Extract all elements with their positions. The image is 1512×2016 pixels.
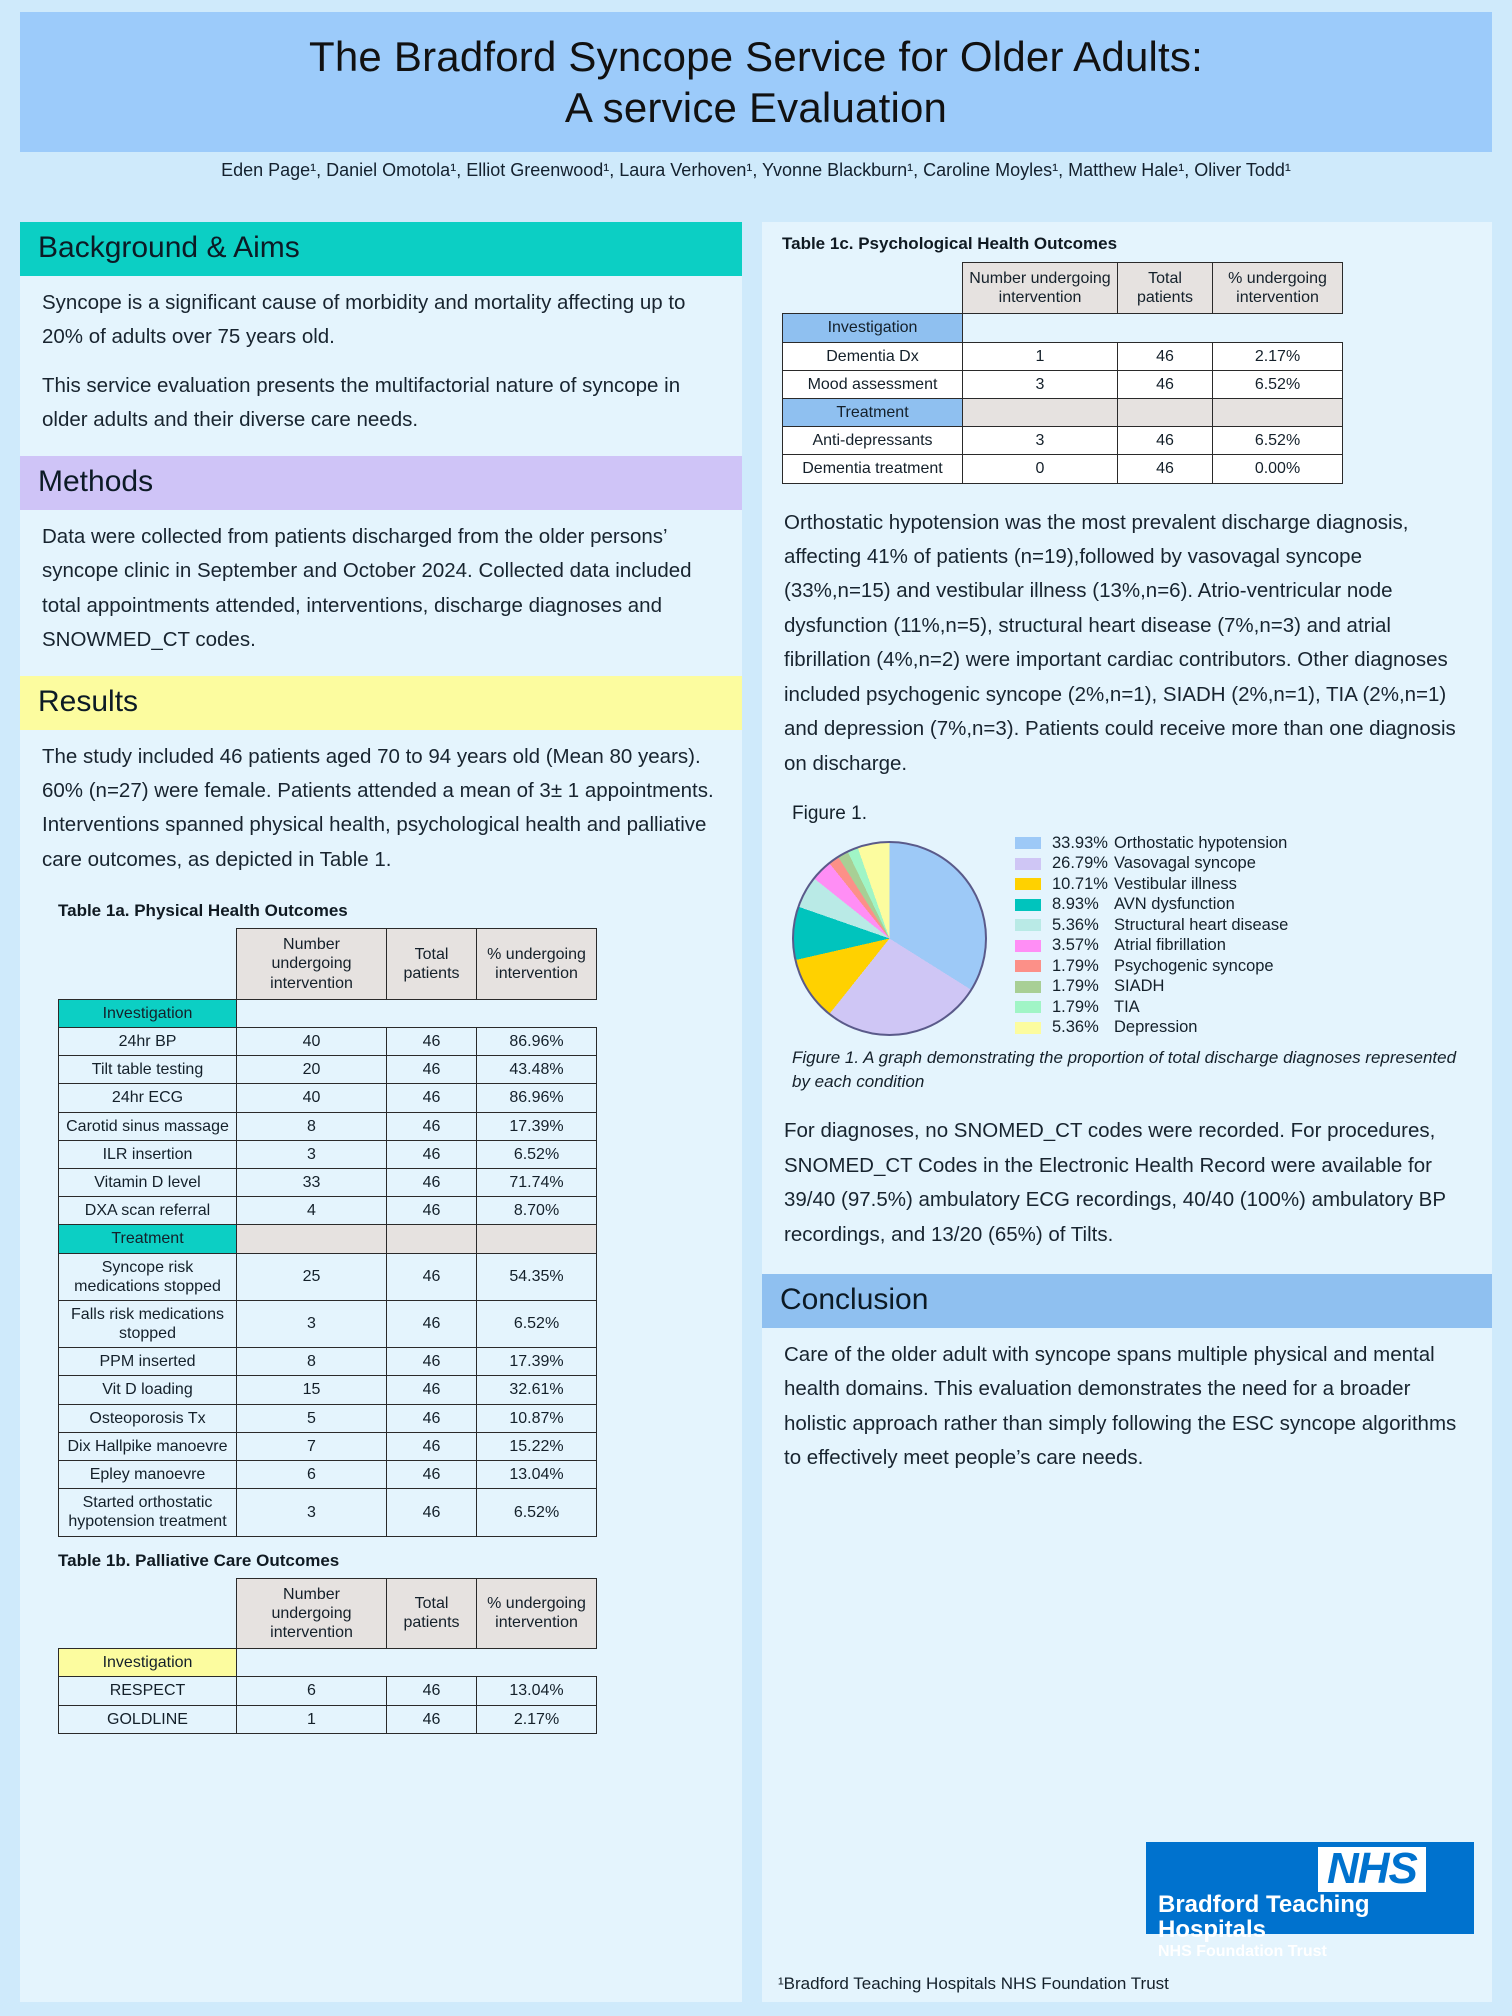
spacer-cell: [1118, 314, 1213, 342]
cell-pct: 86.96%: [477, 1084, 597, 1112]
table-1b-header-total: Total patients: [387, 1578, 477, 1649]
table-1b: [58, 1578, 597, 1734]
conclusion-body: [762, 1328, 1492, 1494]
cell-name: Dix Hallpike manoevre: [59, 1432, 237, 1460]
author-list: Eden Page¹, Daniel Omotola¹, Elliot Greenwood¹, Laura Verhoven¹, Yvonne Blackburn¹, Caroline Moyles¹, Matthew Hale¹, Oliver Todd¹: [221, 160, 1291, 180]
table-row: [783, 427, 1343, 455]
cell-n: 1: [237, 1705, 387, 1733]
table-1a-treatment-label-row: [59, 1225, 597, 1253]
table-1b-corner: [59, 1578, 237, 1649]
pie-chart-legend: [1015, 833, 1288, 1038]
spacer-cell: [237, 1649, 387, 1677]
table-1a-head: [59, 929, 597, 1000]
left-column: [20, 222, 742, 2002]
table-1a-header-total: Total patients: [387, 929, 477, 1000]
table-row: [59, 1376, 597, 1404]
legend-label: SIADH: [1114, 977, 1165, 996]
table-1a-header-row: [59, 929, 597, 1000]
cell-name: Epley manoevre: [59, 1461, 237, 1489]
cell-name: ILR insertion: [59, 1140, 237, 1168]
table-1b-caption: Table 1b. Palliative Care Outcomes: [58, 1550, 340, 1570]
cell-name: Dementia treatment: [783, 455, 963, 483]
table-1c-investigation-label-row: [783, 314, 1343, 342]
table-1b-investigation-label: Investigation: [59, 1649, 237, 1677]
cell-pct: 6.52%: [1213, 427, 1343, 455]
cell-pct: 17.39%: [477, 1112, 597, 1140]
table-1a: [58, 928, 597, 1536]
table-row: [59, 1056, 597, 1084]
cell-total: 46: [387, 1489, 477, 1536]
table-1c: [782, 262, 1343, 484]
cell-total: 46: [387, 1028, 477, 1056]
table-1c-treatment-label: Treatment: [783, 398, 963, 426]
cell-total: 46: [387, 1112, 477, 1140]
cell-n: 5: [237, 1404, 387, 1432]
legend-value: 3.57%: [1052, 936, 1099, 955]
poster-title-line1: The Bradford Syncope Service for Older Adults:: [309, 32, 1203, 80]
cell-name: Mood assessment: [783, 370, 963, 398]
cell-name: 24hr BP: [59, 1028, 237, 1056]
cell-name: Syncope risk medications stopped: [59, 1253, 237, 1300]
cell-pct: 15.22%: [477, 1432, 597, 1460]
cell-n: 25: [237, 1253, 387, 1300]
table-row: [59, 1253, 597, 1300]
cell-n: 0: [963, 455, 1118, 483]
cell-pct: 10.87%: [477, 1404, 597, 1432]
cell-n: 3: [237, 1489, 387, 1536]
diagnoses-paragraph: Orthostatic hypotension was the most prevalent discharge diagnosis, affecting 41% of patients (n=19),followed by vasovagal syncope (33%,n=15) and vestibular illness (13%,n=6). Atrio-ventricular node dysfunction (11%,n=5), structural heart disease (7%,n=3) and atrial fibrillation (4%,n=2) were important cardiac contributors. Other diagnoses included psychogenic syncope (2%,n=1), SIADH (2%,n=1), TIA (2%,n=1) and depression (7%,n=3). Patients could receive more than one diagnosis on discharge.: [784, 510, 1456, 775]
legend-item: [1015, 997, 1288, 1018]
legend-value: 1.79%: [1052, 997, 1099, 1016]
blank-cell: [387, 1225, 477, 1253]
table-1b-header-row: [59, 1578, 597, 1649]
table-1c-header-number: Number undergoing intervention: [963, 263, 1118, 314]
cell-total: 46: [387, 1376, 477, 1404]
cell-total: 46: [387, 1348, 477, 1376]
cell-total: 46: [387, 1705, 477, 1733]
table-row: [783, 455, 1343, 483]
spacer-cell: [477, 1649, 597, 1677]
spacer-cell: [237, 999, 387, 1027]
legend-label: Vestibular illness: [1114, 874, 1237, 893]
legend-item: [1015, 936, 1288, 957]
cell-n: 20: [237, 1056, 387, 1084]
legend-item: [1015, 854, 1288, 875]
legend-label: Atrial fibrillation: [1114, 936, 1226, 955]
table-row: [59, 1140, 597, 1168]
legend-label: TIA: [1114, 997, 1140, 1016]
table-row: [59, 1112, 597, 1140]
cell-pct: 6.52%: [477, 1140, 597, 1168]
cell-name: Dementia Dx: [783, 342, 963, 370]
legend-value: 10.71%: [1052, 874, 1108, 893]
legend-item: [1015, 833, 1288, 854]
cell-n: 40: [237, 1028, 387, 1056]
cell-pct: 13.04%: [477, 1461, 597, 1489]
table-1c-corner: [783, 263, 963, 314]
cell-pct: 2.17%: [477, 1705, 597, 1733]
cell-n: 7: [237, 1432, 387, 1460]
spacer-cell: [387, 999, 477, 1027]
cell-total: 46: [1118, 427, 1213, 455]
nhs-logo: [1146, 1842, 1474, 1961]
cell-pct: 2.17%: [1213, 342, 1343, 370]
cell-pct: 13.04%: [477, 1677, 597, 1705]
section-header-background: Background & Aims: [20, 222, 742, 276]
table-1c-treatment-label-row: [783, 398, 1343, 426]
table-1b-header-pct: % undergoing intervention: [477, 1578, 597, 1649]
blank-cell: [477, 1225, 597, 1253]
cell-n: 15: [237, 1376, 387, 1404]
figure-label: Figure 1.: [792, 803, 867, 824]
legend-label: Structural heart disease: [1114, 915, 1289, 934]
section-header-conclusion: Conclusion: [762, 1274, 1492, 1328]
cell-name: Tilt table testing: [59, 1056, 237, 1084]
blank-cell: [237, 1225, 387, 1253]
spacer-cell: [963, 314, 1118, 342]
figure-1-caption: Figure 1. A graph demonstrating the proportion of total discharge diagnoses represented by each condition: [792, 1048, 1457, 1092]
cell-pct: 71.74%: [477, 1168, 597, 1196]
cell-n: 6: [237, 1677, 387, 1705]
legend-item: [1015, 977, 1288, 998]
legend-swatch-icon: [1015, 1022, 1041, 1034]
table-row: [59, 1432, 597, 1460]
cell-total: 46: [387, 1253, 477, 1300]
legend-value: 1.79%: [1052, 956, 1099, 975]
table-1c-caption: Table 1c. Psychological Health Outcomes: [782, 234, 1118, 253]
table-row: [783, 342, 1343, 370]
cell-total: 46: [1118, 342, 1213, 370]
cell-total: 46: [1118, 455, 1213, 483]
legend-value: 26.79%: [1052, 854, 1108, 873]
cell-name: Falls risk medications stopped: [59, 1300, 237, 1347]
background-paragraph-1: Syncope is a significant cause of morbidity and mortality affecting up to 20% of adults over 75 years old.: [42, 291, 686, 349]
legend-value: 5.36%: [1052, 1018, 1099, 1037]
cell-n: 4: [237, 1197, 387, 1225]
table-row: [59, 1168, 597, 1196]
table-1c-head: [783, 263, 1343, 314]
cell-pct: 32.61%: [477, 1376, 597, 1404]
legend-swatch-icon: [1015, 837, 1041, 849]
cell-total: 46: [387, 1677, 477, 1705]
legend-swatch-icon: [1015, 960, 1041, 972]
table-1a-header-number: Number undergoing intervention: [237, 929, 387, 1000]
legend-swatch-icon: [1015, 981, 1041, 993]
table-1a-caption: Table 1a. Physical Health Outcomes: [58, 901, 348, 921]
background-paragraph-2: This service evaluation presents the multifactorial nature of syncope in older adults and their diverse care needs.: [42, 373, 681, 432]
table-1b-head: [59, 1578, 597, 1649]
table-row: [59, 1489, 597, 1536]
nhs-trust-subtitle: NHS Foundation Trust: [1158, 1943, 1327, 1961]
cell-total: 46: [387, 1168, 477, 1196]
pie-chart: [792, 841, 987, 1036]
results-body: [20, 730, 742, 896]
table-row: [59, 1461, 597, 1489]
table-1a-header-pct: % undergoing intervention: [477, 929, 597, 1000]
cell-pct: 8.70%: [477, 1197, 597, 1225]
affiliation-footnote: ¹Bradford Teaching Hospitals NHS Foundation Trust: [778, 1974, 1169, 1993]
legend-swatch-icon: [1015, 899, 1041, 911]
cell-name: Osteoporosis Tx: [59, 1404, 237, 1432]
right-column: [762, 222, 1492, 2002]
table-1b-header-number: Number undergoing intervention: [237, 1578, 387, 1649]
table-row: [59, 1677, 597, 1705]
cell-total: 46: [387, 1197, 477, 1225]
legend-label: Orthostatic hypotension: [1114, 833, 1288, 852]
table-1b-body: [59, 1649, 597, 1734]
cell-total: 46: [387, 1084, 477, 1112]
cell-name: DXA scan referral: [59, 1197, 237, 1225]
conclusion-paragraph: Care of the older adult with syncope spans multiple physical and mental health domains. This evaluation demonstrates the need for a broader holistic approach rather than simply following the ESC syncope algorithms to effectively meet people’s care needs.: [784, 1343, 1457, 1470]
table-1b-investigation-label-row: [59, 1649, 597, 1677]
table-1a-investigation-label: Investigation: [59, 999, 237, 1027]
table-1c-header-pct: % undergoing intervention: [1213, 263, 1343, 314]
table-row: [59, 1028, 597, 1056]
title-banner: [20, 12, 1492, 152]
cell-pct: 6.52%: [1213, 370, 1343, 398]
table-1a-treatment-label: Treatment: [59, 1225, 237, 1253]
legend-swatch-icon: [1015, 940, 1041, 952]
legend-label: Depression: [1114, 1018, 1198, 1037]
table-1c-investigation-label: Investigation: [783, 314, 963, 342]
cell-name: GOLDLINE: [59, 1705, 237, 1733]
table-1c-header-total: Total patients: [1118, 263, 1213, 314]
table-row: [59, 1300, 597, 1347]
cell-name: Vit D loading: [59, 1376, 237, 1404]
legend-value: 5.36%: [1052, 915, 1099, 934]
legend-value: 8.93%: [1052, 895, 1099, 914]
methods-body: [20, 510, 742, 676]
legend-item: [1015, 1018, 1288, 1039]
legend-label: Vasovagal syncope: [1114, 854, 1256, 873]
cell-n: 6: [237, 1461, 387, 1489]
nhs-wordmark: NHS: [1318, 1847, 1426, 1892]
cell-name: 24hr ECG: [59, 1084, 237, 1112]
legend-swatch-icon: [1015, 878, 1041, 890]
cell-name: RESPECT: [59, 1677, 237, 1705]
table-1c-header-row: [783, 263, 1343, 314]
legend-swatch-icon: [1015, 1001, 1041, 1013]
section-header-methods: Methods: [20, 456, 742, 510]
blank-cell: [1213, 398, 1343, 426]
results-paragraph-1: The study included 46 patients aged 70 to 94 years old (Mean 80 years). 60% (n=27) were female. Patients attended a mean of 3± 1 appointments. Interventions spanned physical health, psychological health and palliative care outcomes, as depicted in Table 1.: [42, 744, 714, 871]
methods-paragraph-1: Data were collected from patients discharged from the older persons’ syncope clinic in September and October 2024. Collected data included total appointments attended, interventions, discharge diagnoses and SNOWMED_CT codes.: [42, 524, 692, 652]
cell-name: Carotid sinus massage: [59, 1112, 237, 1140]
table-row: [59, 1705, 597, 1733]
cell-name: Vitamin D level: [59, 1168, 237, 1196]
cell-pct: 17.39%: [477, 1348, 597, 1376]
cell-n: 3: [963, 370, 1118, 398]
figure-1-wrapper: [762, 827, 1492, 1038]
cell-name: PPM inserted: [59, 1348, 237, 1376]
table-1c-body: [783, 314, 1343, 483]
snomed-body: [762, 1094, 1492, 1270]
legend-item: [1015, 956, 1288, 977]
cell-total: 46: [1118, 370, 1213, 398]
legend-item: [1015, 895, 1288, 916]
cell-n: 8: [237, 1112, 387, 1140]
spacer-cell: [387, 1649, 477, 1677]
cell-pct: 54.35%: [477, 1253, 597, 1300]
cell-total: 46: [387, 1461, 477, 1489]
table-row: [59, 1084, 597, 1112]
legend-item: [1015, 874, 1288, 895]
table-1a-investigation-label-row: [59, 999, 597, 1027]
cell-pct: 0.00%: [1213, 455, 1343, 483]
cell-name: Anti-depressants: [783, 427, 963, 455]
section-header-results: Results: [20, 676, 742, 730]
blank-cell: [963, 398, 1118, 426]
table-row: [59, 1404, 597, 1432]
spacer-cell: [477, 999, 597, 1027]
table-row: [59, 1348, 597, 1376]
background-body: [20, 276, 742, 456]
legend-swatch-icon: [1015, 858, 1041, 870]
legend-label: Psychogenic syncope: [1114, 956, 1274, 975]
legend-value: 33.93%: [1052, 833, 1108, 852]
cell-pct: 43.48%: [477, 1056, 597, 1084]
cell-total: 46: [387, 1432, 477, 1460]
cell-name: Started orthostatic hypotension treatment: [59, 1489, 237, 1536]
cell-n: 8: [237, 1348, 387, 1376]
cell-total: 46: [387, 1300, 477, 1347]
cell-n: 3: [237, 1300, 387, 1347]
table-1a-corner: [59, 929, 237, 1000]
spacer-cell: [1213, 314, 1343, 342]
cell-pct: 6.52%: [477, 1489, 597, 1536]
cell-total: 46: [387, 1056, 477, 1084]
table-1a-body: [59, 999, 597, 1536]
blank-cell: [1118, 398, 1213, 426]
nhs-trust-name: Bradford Teaching Hospitals: [1158, 1890, 1370, 1944]
poster-title-line2: A service Evaluation: [564, 84, 948, 131]
legend-item: [1015, 915, 1288, 936]
legend-swatch-icon: [1015, 919, 1041, 931]
cell-n: 3: [963, 427, 1118, 455]
cell-n: 33: [237, 1168, 387, 1196]
cell-n: 3: [237, 1140, 387, 1168]
table-row: [59, 1197, 597, 1225]
cell-pct: 6.52%: [477, 1300, 597, 1347]
cell-n: 1: [963, 342, 1118, 370]
cell-n: 40: [237, 1084, 387, 1112]
cell-total: 46: [387, 1140, 477, 1168]
cell-total: 46: [387, 1404, 477, 1432]
diagnoses-body: [762, 484, 1492, 800]
cell-pct: 86.96%: [477, 1028, 597, 1056]
legend-label: AVN dysfunction: [1114, 895, 1235, 914]
legend-value: 1.79%: [1052, 977, 1099, 996]
snomed-paragraph: For diagnoses, no SNOMED_CT codes were recorded. For procedures, SNOMED_CT Codes in the Electronic Health Record were available for 39/40 (97.5%) ambulatory ECG recordings, 40/40 (100%) ambulatory BP recordings, and 13/20 (65%) of Tilts.: [784, 1119, 1446, 1246]
table-row: [783, 370, 1343, 398]
